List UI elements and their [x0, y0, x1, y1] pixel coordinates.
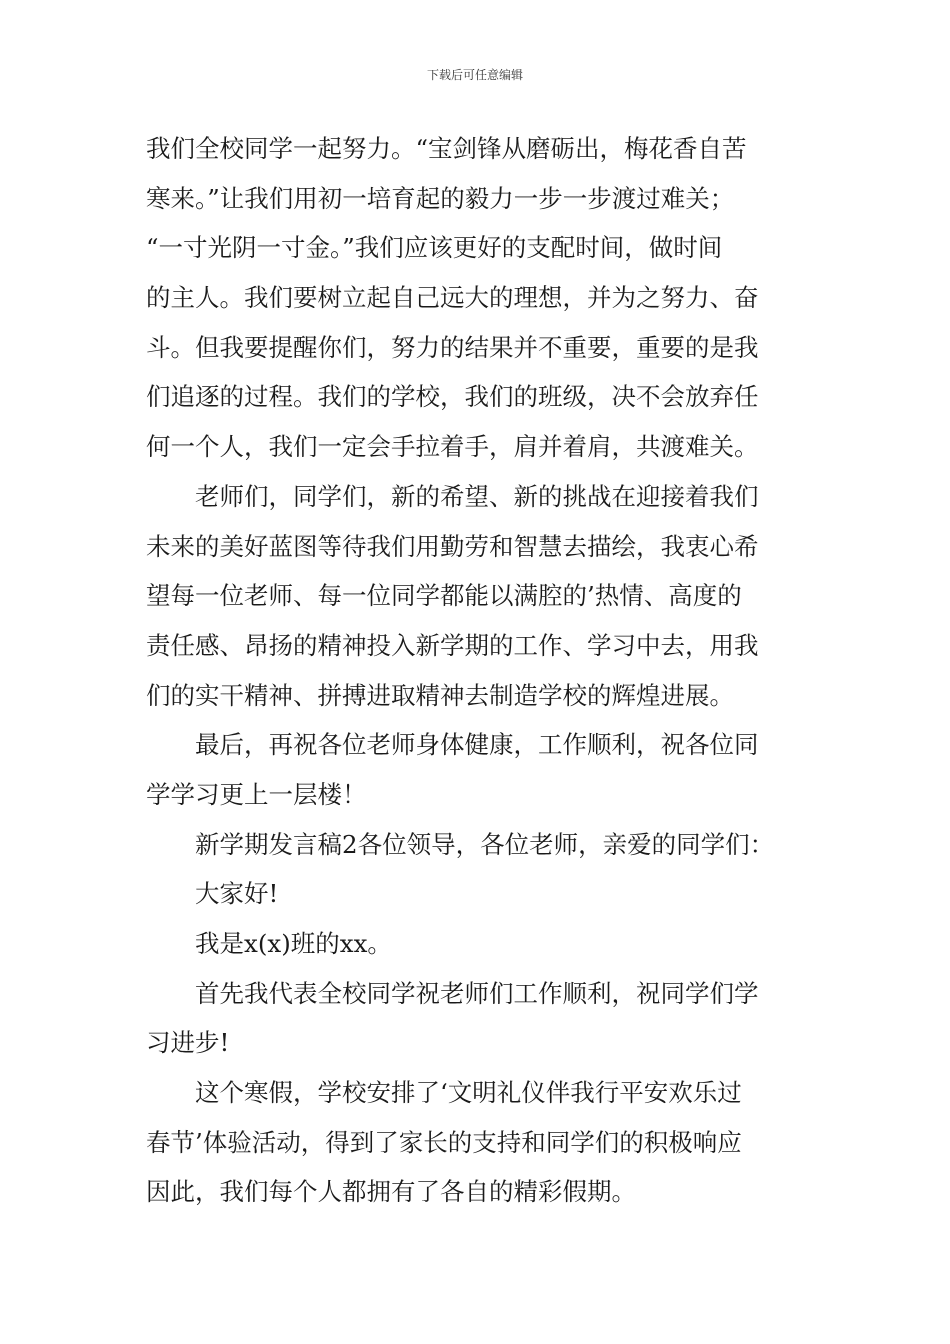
paragraph-start-line: 首先我代表全校同学祝老师们工作顺利，祝同学们学 [195, 978, 759, 1008]
text-line: 寒来。”让我们用初一培育起的毅力一步一步渡过难关； [146, 183, 735, 213]
text-line: 未来的美好蓝图等待我们用勤劳和智慧去描绘，我衷心希 [146, 531, 759, 561]
text-line: 学学习更上一层楼！ [146, 779, 367, 809]
text-line: 斗。但我要提醒你们，努力的结果并不重要，重要的是我 [146, 332, 759, 362]
text-line: 责任感、昂扬的精神投入新学期的工作、学习中去，用我 [146, 630, 759, 660]
text-line: 因此，我们每个人都拥有了各自的精彩假期。 [146, 1177, 636, 1207]
text-line: 习进步! [146, 1028, 230, 1058]
paragraph-start-line: 最后，再祝各位老师身体健康，工作顺利，祝各位同 [195, 730, 759, 760]
text-line: 们追逐的过程。我们的学校，我们的班级，决不会放弃任 [146, 382, 759, 412]
paragraph-start-line: 老师们，同学们，新的希望、新的挑战在迎接着我们 [195, 481, 759, 511]
greeting-line: 大家好! [195, 879, 279, 909]
document-body [146, 124, 816, 1217]
text-line: “一寸光阴一寸金。”我们应该更好的支配时间，做时间 [146, 233, 723, 263]
page-header: 下载后可任意编辑 [426, 68, 523, 82]
introduction-line: 我是x(x)班的xx。 [195, 929, 392, 958]
text-line: 我们全校同学一起努力。“宝剑锋从磨砺出，梅花香自苦 [146, 134, 747, 163]
text-line: 们的实干精神、拼搏进取精神去制造学校的辉煌进展。 [146, 680, 734, 710]
text-line: 何一个人，我们一定会手拉着手，肩并着肩，共渡难关。 [146, 432, 759, 462]
paragraph-start-line: 新学期发言稿2各位领导，各位老师，亲爱的同学们： [195, 829, 775, 859]
text-line: 望每一位老师、每一位同学都能以满腔的’热情、高度的 [146, 581, 742, 611]
paragraph-start-line: 这个寒假，学校安排了‘文明礼仪伴我行平安欢乐过 [195, 1078, 742, 1108]
text-line: 春节’体验活动，得到了家长的支持和同学们的积极响应 [146, 1127, 742, 1157]
text-line: 的主人。我们要树立起自己远大的理想，并为之努力、奋 [146, 283, 759, 313]
